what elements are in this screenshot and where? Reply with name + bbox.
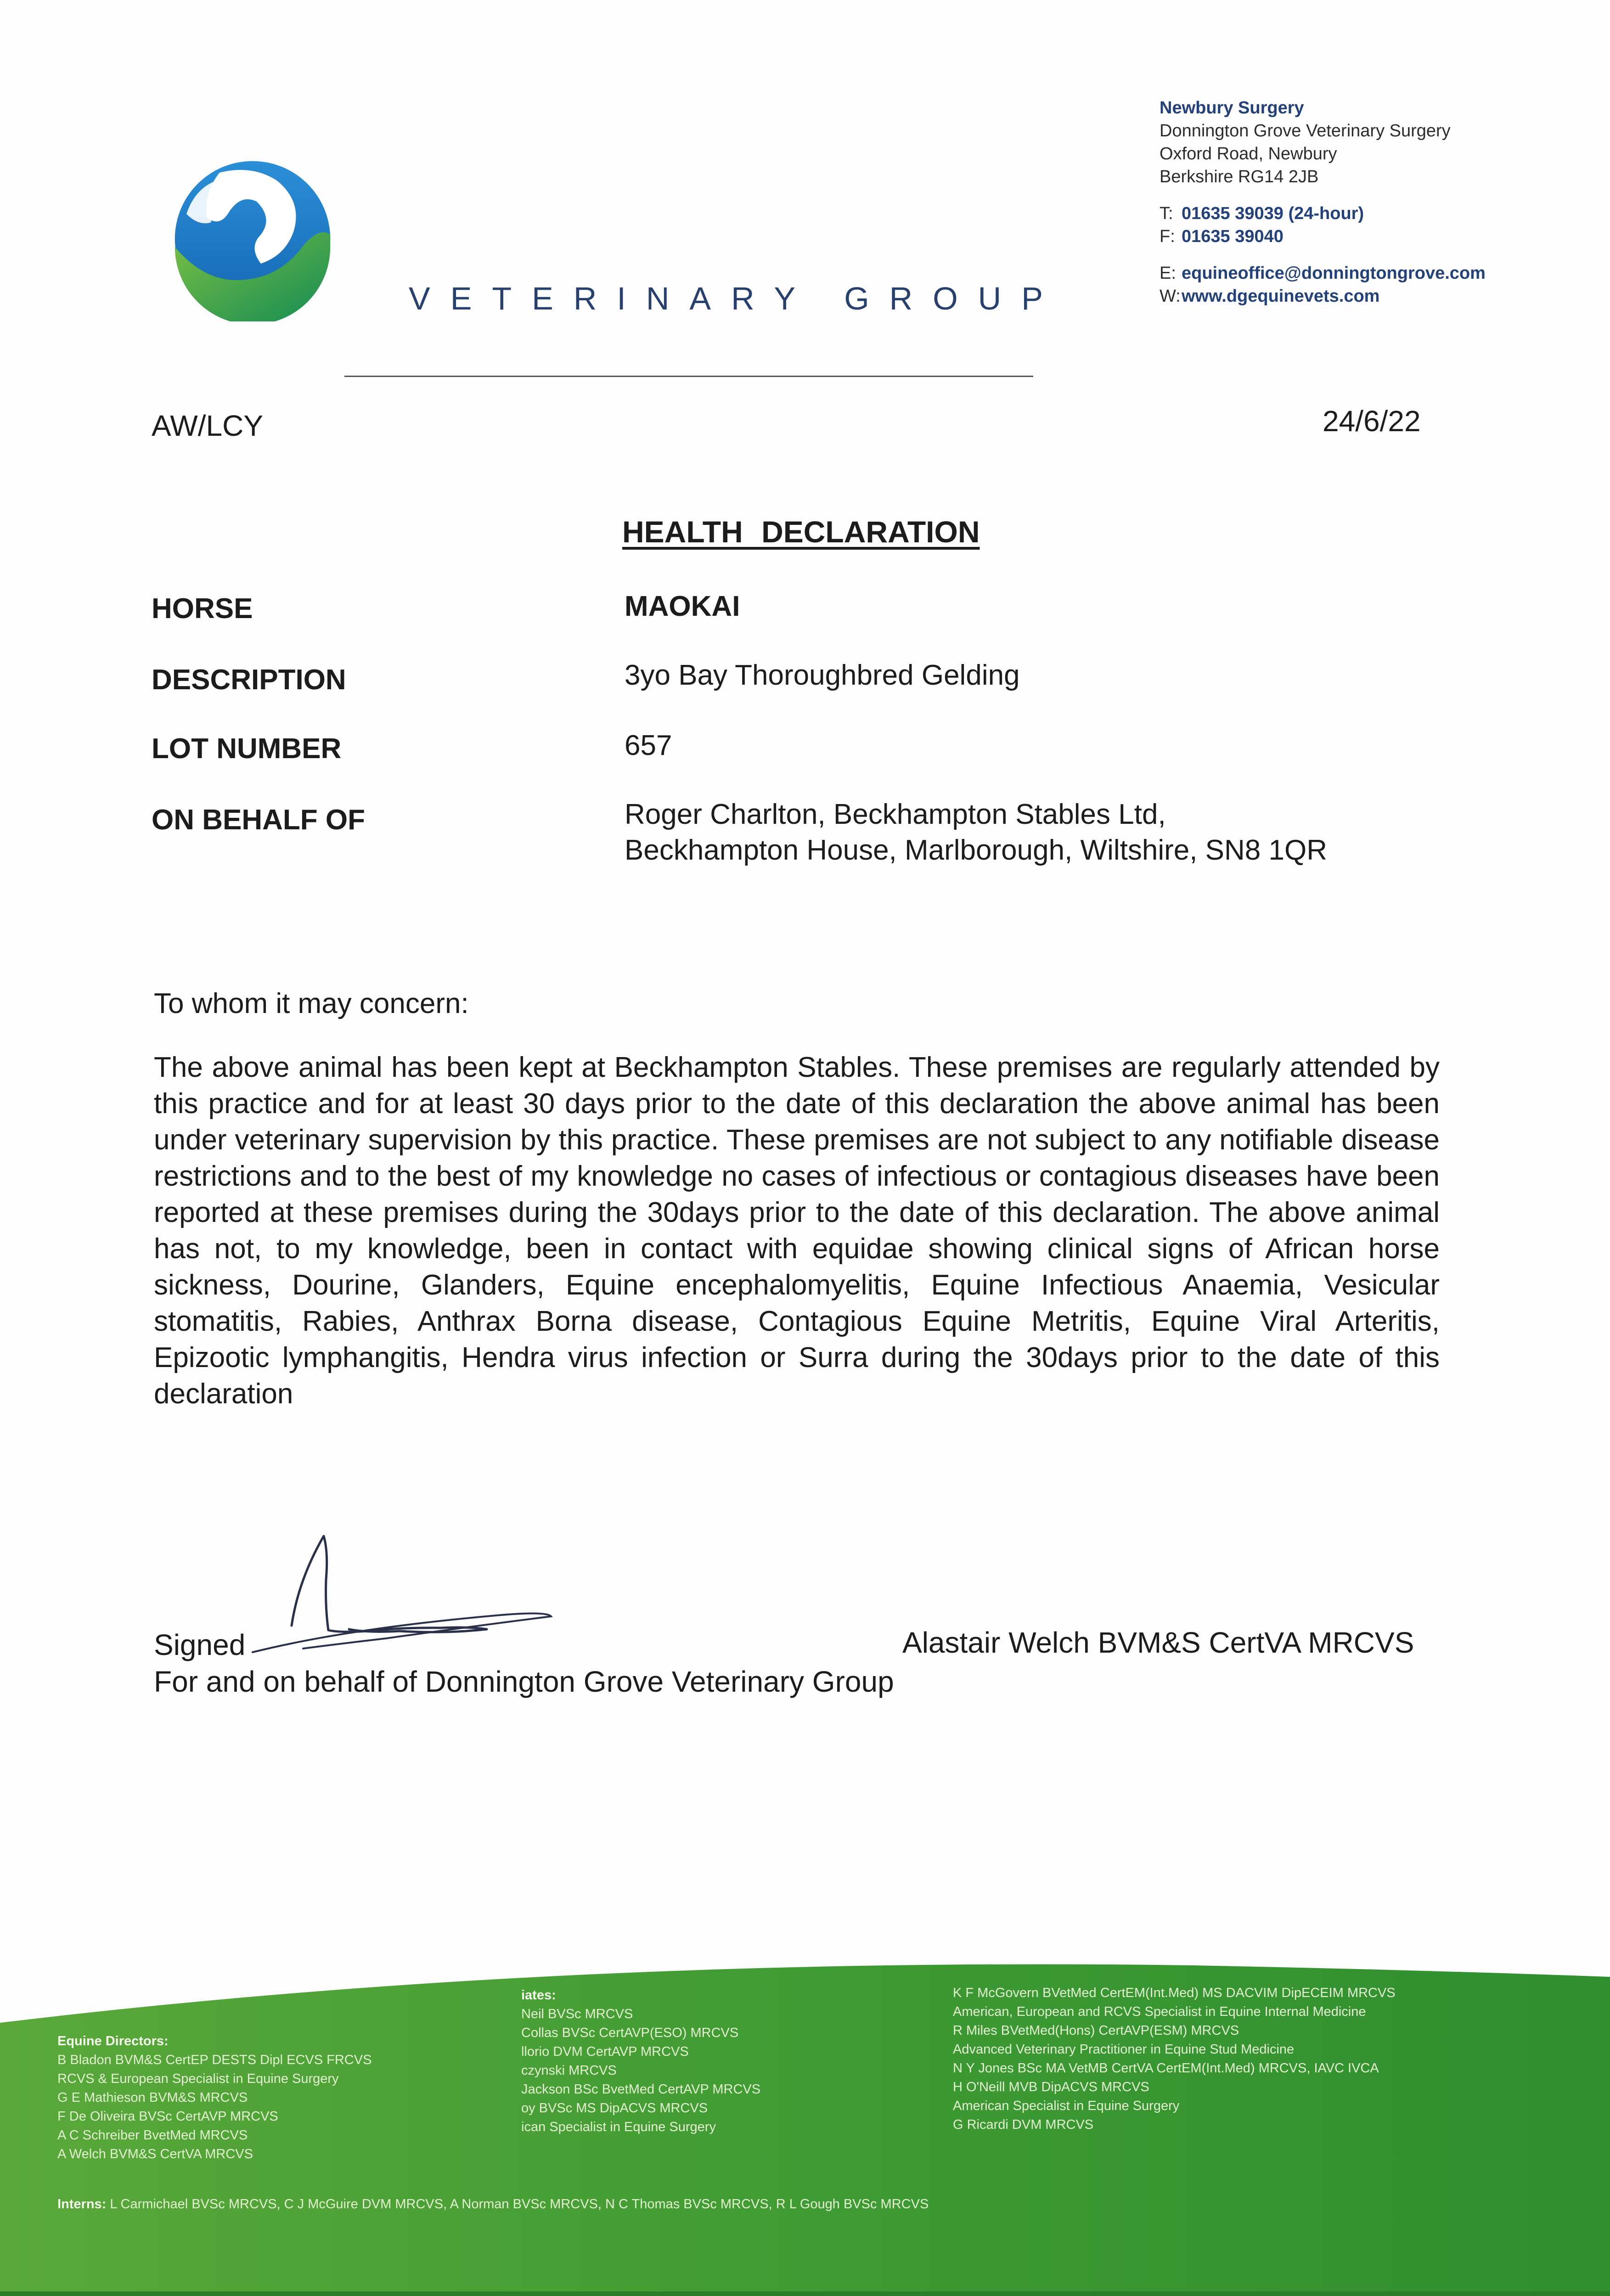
email-link[interactable]: equineoffice@donningtongrove.com: [1182, 264, 1486, 283]
surgery-name: Newbury Surgery: [1160, 98, 1304, 118]
address-line: Donnington Grove Veterinary Surgery: [1160, 121, 1451, 141]
interns-row: [57, 2195, 929, 2214]
address-line: Oxford Road, Newbury: [1160, 144, 1337, 163]
associates-list: [521, 1986, 760, 2137]
horse-value: MAOKAI: [625, 591, 740, 622]
fax-label: F:: [1160, 227, 1175, 246]
description-value: 3yo Bay Thoroughbred Gelding: [625, 659, 1020, 691]
on-behalf-statement: For and on behalf of Donnington Grove Veterinary Group: [154, 1665, 894, 1698]
director-entry: RCVS & European Specialist in Equine Surgery: [57, 2071, 339, 2086]
phone-row: [1160, 202, 1486, 225]
consultant-entry: R Miles BVetMed(Hons) CertAVP(ESM) MRCVS: [953, 2023, 1239, 2038]
consultant-entry: K F McGovern BVetMed CertEM(Int.Med) MS DACVIM DipECEIM MRCVS: [953, 1986, 1396, 2000]
on-behalf-value: [625, 797, 1327, 868]
consultant-entry: N Y Jones BSc MA VetMB CertVA CertEM(Int.Med) MRCVS, IAVC IVCA: [953, 2061, 1379, 2076]
on-behalf-label: ON BEHALF OF: [152, 804, 365, 836]
director-entry: F De Oliveira BVSc CertAVP MRCVS: [57, 2109, 278, 2124]
greeting: To whom it may concern:: [154, 988, 469, 1019]
director-entry: G E Mathieson BVM&S MRCVS: [57, 2090, 248, 2105]
lot-number-label: LOT NUMBER: [152, 733, 342, 765]
associate-entry: llorio DVM CertAVP MRCVS: [521, 2044, 689, 2059]
associates-title: iates:: [521, 1988, 556, 2003]
header-divider: [344, 376, 1033, 377]
consultant-entry: H O'Neill MVB DipACVS MRCVS: [953, 2080, 1149, 2094]
consultant-entry: Advanced Veterinary Practitioner in Equine Stud Medicine: [953, 2042, 1295, 2057]
web-label: W:: [1160, 287, 1181, 306]
associate-entry: czynski MRCVS: [521, 2063, 617, 2078]
document-date: 24/6/22: [1323, 405, 1421, 438]
email-row: [1160, 262, 1486, 285]
consultant-entry: American, European and RCVS Specialist in Equine Internal Medicine: [953, 2004, 1366, 2019]
director-entry: A C Schreiber BvetMed MRCVS: [57, 2128, 248, 2143]
horse-label: HORSE: [152, 593, 253, 625]
associate-entry: Jackson BSc BvetMed CertAVP MRCVS: [521, 2082, 761, 2097]
contact-block: [1160, 96, 1486, 308]
address-line: Berkshire RG14 2JB: [1160, 167, 1319, 186]
description-label: DESCRIPTION: [152, 664, 346, 696]
on-behalf-line: Beckhampton House, Marlborough, Wiltshire, SN8 1QR: [625, 834, 1327, 866]
website-link[interactable]: www.dgequinevets.com: [1182, 287, 1380, 306]
associate-entry: Neil BVSc MRCVS: [521, 2007, 633, 2021]
interns-list: L Carmichael BVSc MRCVS, C J McGuire DVM MRCVS, A Norman BVSc MRCVS, N C Thomas BVSc MRCVS, R L Gough BVSc MRCVS: [110, 2197, 929, 2212]
interns-title: Interns:: [57, 2197, 107, 2212]
directors-list: [57, 2032, 372, 2164]
phone-label: T:: [1160, 204, 1173, 223]
signed-label: Signed: [154, 1628, 246, 1661]
associate-entry: oy BVSc MS DipACVS MRCVS: [521, 2101, 708, 2116]
director-entry: A Welch BVM&S CertVA MRCVS: [57, 2147, 253, 2161]
consultants-list: [953, 1984, 1396, 2134]
veterinary-group-logo: [170, 156, 335, 321]
email-label: E:: [1160, 264, 1176, 283]
associate-entry: Collas BVSc CertAVP(ESO) MRCVS: [521, 2026, 739, 2040]
signatory-name: Alastair Welch BVM&S CertVA MRCVS: [902, 1626, 1414, 1659]
document-title: HEALTH DECLARATION: [622, 515, 980, 549]
reference-code: AW/LCY: [152, 409, 263, 442]
phone-number[interactable]: 01635 39039 (24-hour): [1182, 204, 1364, 223]
associate-entry: ican Specialist in Equine Surgery: [521, 2120, 716, 2134]
on-behalf-line: Roger Charlton, Beckhampton Stables Ltd,: [625, 799, 1166, 830]
fax-number: 01635 39040: [1182, 227, 1283, 246]
handwritten-signature: [248, 1525, 560, 1662]
directors-title: Equine Directors:: [57, 2034, 169, 2048]
web-row: [1160, 285, 1486, 308]
fax-row: [1160, 225, 1486, 248]
declaration-body: The above animal has been kept at Beckhampton Stables. These premises are regularly attended by this practice and for at least 30 days prior to the date of this declaration the above animal has been under veterinary supervision by this practice. These premises are not subject to any notifiable disease restrictions and to the best of my knowledge no cases of infectious or contagious diseases have been reported at these premises during the 30days prior to the date of this declaration. The above animal has not, to my knowledge, been in contact with equidae showing clinical signs of African horse sickness, Dourine, Glanders, Equine encephalomyelitis, Equine Infectious Anaemia, Vesicular stomatitis, Rabies, Anthrax Borna disease, Contagious Equine Metritis, Equine Viral Arteritis, Epizootic lymphangitis, Hendra virus infection or Surra during the 30days prior to the date of this declaration: [154, 1052, 1440, 1410]
lot-number-value: 657: [625, 730, 672, 761]
director-entry: B Bladon BVM&S CertEP DESTS Dipl ECVS FRCVS: [57, 2053, 372, 2067]
brand-subtitle: VETERINARY GROUP: [409, 281, 1063, 316]
consultant-entry: G Ricardi DVM MRCVS: [953, 2117, 1094, 2132]
consultant-entry: American Specialist in Equine Surgery: [953, 2099, 1180, 2113]
